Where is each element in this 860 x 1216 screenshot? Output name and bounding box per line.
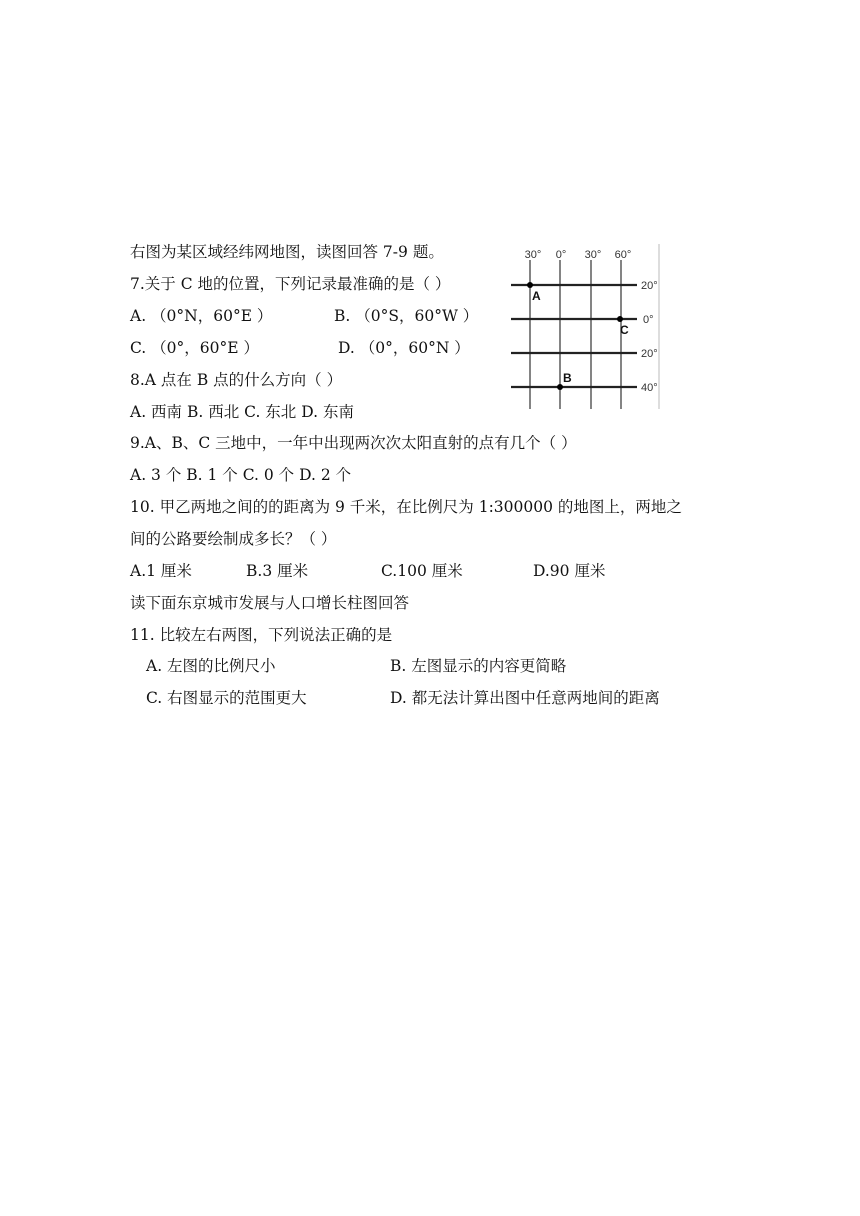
lon-label: 30° (524, 249, 542, 261)
q10-option-d: D.90 厘米 (533, 562, 606, 580)
q11-option-a: A. 左图的比例尺小 (146, 657, 276, 675)
point-c-label: C (620, 323, 629, 337)
q11-option-c: C. 右图显示的范围更大 (146, 689, 307, 707)
q10-option-c: C.100 厘米 (381, 562, 463, 580)
point-c-marker (617, 316, 623, 322)
read-prompt: 读下面东京城市发展与人口增长柱图回答 (130, 594, 410, 612)
q8-options: A. 西南 B. 西北 C. 东北 D. 东南 (130, 403, 354, 421)
q9-options: A. 3 个 B. 1 个 C. 0 个 D. 2 个 (130, 466, 352, 484)
q11-option-b: B. 左图显示的内容更简略 (390, 657, 567, 675)
lat-label: 20° (641, 280, 658, 292)
lon-label: 60° (614, 249, 632, 261)
point-a-label: A (532, 289, 541, 303)
lat-label: 0° (643, 314, 654, 326)
point-b-label: B (563, 371, 572, 385)
q10-option-b: B.3 厘米 (246, 562, 309, 580)
q10-stem-line2: 间的公路要绘制成多长？（ ） (130, 530, 337, 548)
q7-option-a: A. （0°N，60°E ） (130, 307, 273, 325)
lon-label: 30° (584, 249, 602, 261)
lat-lon-grid-map (505, 242, 665, 412)
q11-stem: 11. 比较左右两图，下列说法正确的是 (130, 626, 393, 644)
q7-option-c: C. （0°，60°E ） (130, 339, 259, 357)
q7-option-b: B. （0°S，60°W ） (334, 307, 479, 325)
point-a-marker (527, 282, 533, 288)
q7-stem: 7.关于 C 地的位置，下列记录最准确的是（ ） (130, 275, 451, 293)
intro-text: 右图为某区域经纬网地图，读图回答 7-9 题。 (130, 243, 444, 261)
q10-stem-line1: 10. 甲乙两地之间的的距离为 9 千米，在比例尺为 1:300000 的地图上，两地之 (130, 498, 682, 516)
q9-stem: 9.A、B、C 三地中，一年中出现两次次太阳直射的点有几个（ ） (130, 434, 577, 452)
q11-option-d: D. 都无法计算出图中任意两地间的距离 (390, 689, 660, 707)
q10-option-a: A.1 厘米 (130, 562, 192, 580)
lon-label: 0° (555, 249, 567, 261)
q8-stem: 8.A 点在 B 点的什么方向（ ） (130, 371, 343, 389)
lat-label: 20° (641, 348, 658, 360)
q7-option-d: D. （0°，60°N ） (338, 339, 470, 357)
lat-label: 40° (641, 382, 658, 394)
